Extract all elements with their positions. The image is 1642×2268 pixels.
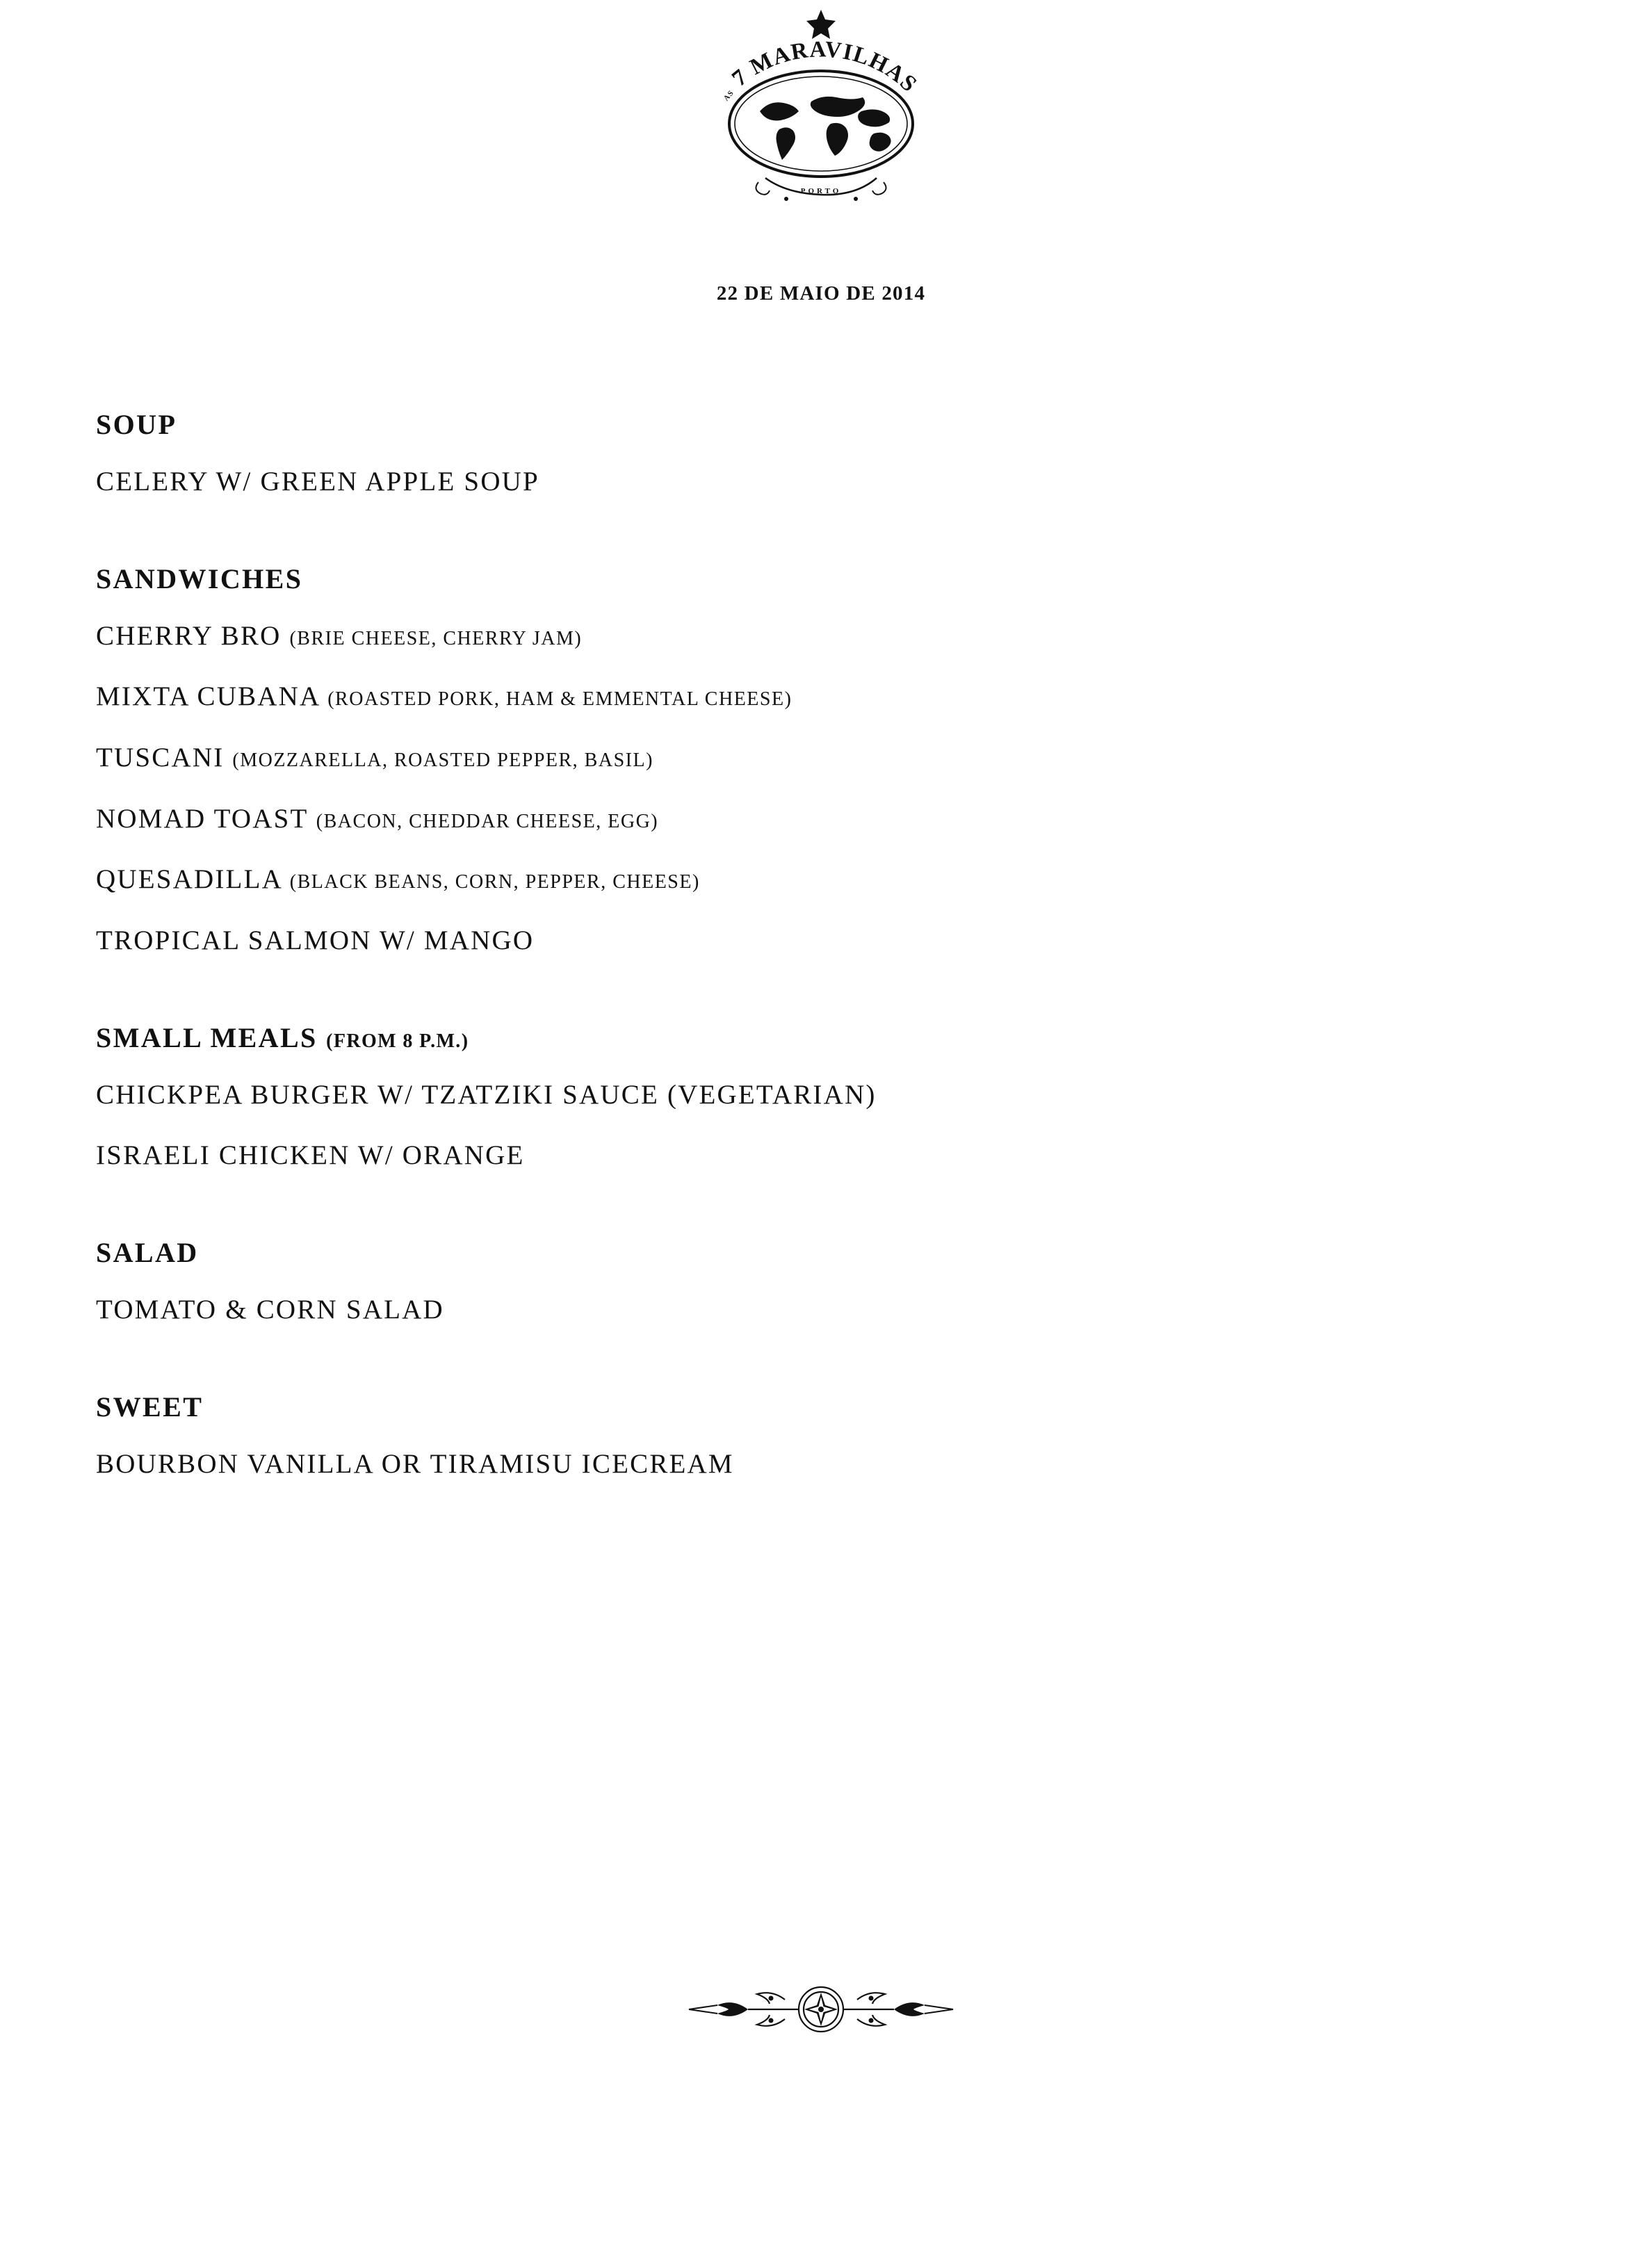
menu-item-name: TROPICAL SALMON W/ MANGO [96,925,535,956]
menu-item [96,743,1559,773]
world-map-globe-icon [682,7,960,264]
menu-item [96,1295,1559,1325]
section-title-sweet [96,1392,1559,1423]
section-title-soup [96,410,1559,440]
section-title-text: SOUP [96,409,177,440]
menu-item [96,925,1559,956]
section-title-text: SANDWICHES [96,562,303,594]
menu-item-name: TUSCANI [96,743,225,773]
menu-item [96,467,1559,497]
menu-item-name: CELERY W/ GREEN APPLE SOUP [96,467,539,496]
menu-item [96,864,1559,895]
menu-item [96,621,1559,651]
section-title-salad [96,1238,1559,1268]
compass-rose-divider-ornament [0,1968,1642,2051]
menu-item-desc: (BACON, CHEDDAR CHEESE, EGG) [316,810,659,832]
section-title-small-meals [96,1023,1559,1053]
section-title-text: SMALL MEALS [96,1021,318,1053]
menu-section-salad [96,1238,1559,1325]
menu-item-name: MIXTA CUBANA [96,681,320,712]
menu-section-sweet [96,1392,1559,1480]
menu-item-desc: (BLACK BEANS, CORN, PEPPER, CHEESE) [289,871,700,893]
menu-item-name: QUESADILLA [96,864,282,895]
menu-section-small-meals [96,1023,1559,1171]
menu-item-name: NOMAD TOAST [96,803,308,834]
section-title-text: SALAD [96,1237,199,1269]
menu-section-sandwiches [96,564,1559,956]
menu-section-soup [96,410,1559,497]
menu-item [96,681,1559,712]
menu-item [96,804,1559,834]
section-title-sandwiches [96,564,1559,594]
svg-text:AS: AS [722,88,736,103]
logo-block [0,0,1642,305]
section-title-text: SWEET [96,1391,204,1423]
menu-item-name: ISRAELI CHICKEN W/ ORANGE [96,1140,525,1171]
svg-text:PORTO: PORTO [800,187,842,195]
menu-sections [0,410,1642,1479]
menu-item-name: BOURBON VANILLA OR TIRAMISU ICECREAM [96,1448,734,1479]
menu-item-desc: (BRIE CHEESE, CHERRY JAM) [289,627,583,649]
menu-item [96,1449,1559,1480]
section-title-note: (FROM 8 P.M.) [326,1030,469,1052]
menu-item-name: TOMATO & CORN SALAD [96,1295,444,1325]
menu-item-name: CHICKPEA BURGER W/ TZATZIKI SAUCE (VEGETARIAN) [96,1079,877,1110]
menu-item-name: CHERRY BRO [96,620,282,651]
menu-item [96,1080,1559,1110]
menu-date: 22 DE MAIO DE 2014 [716,282,926,305]
menu-item-desc: (ROASTED PORK, HAM & EMMENTAL CHEESE) [327,688,792,711]
menu-item-desc: (MOZZARELLA, ROASTED PEPPER, BASIL) [232,750,653,772]
svg-text:7 MARAVILHAS: 7 MARAVILHAS [727,37,922,98]
menu-item [96,1140,1559,1171]
